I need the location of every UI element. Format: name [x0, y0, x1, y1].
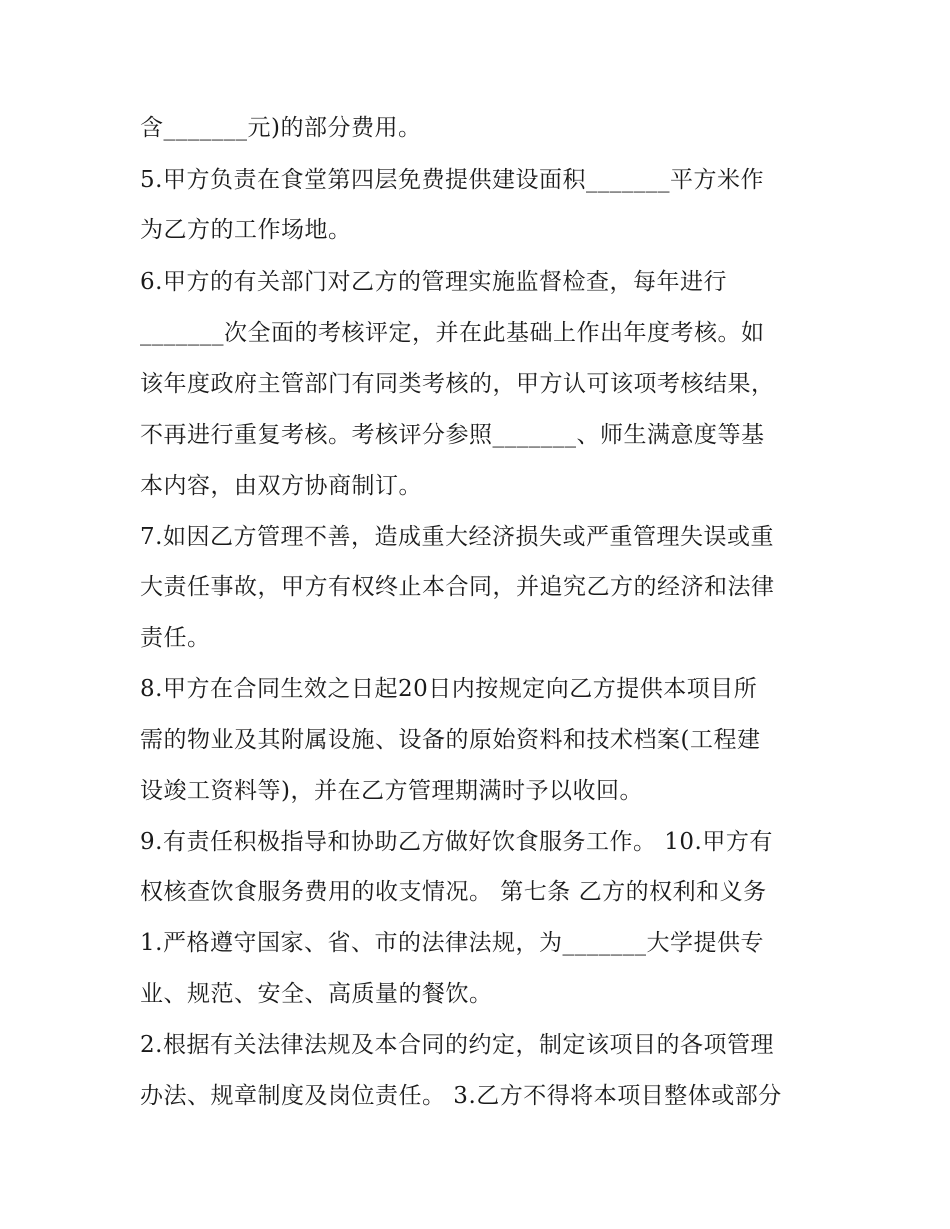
text-line: 7.如因乙方管理不善，造成重大经济损失或严重管理失误或重	[140, 524, 774, 550]
text-line: 1.严格遵守国家、省、市的法律法规，为_______大学提供专	[140, 930, 764, 956]
text-line: 8.甲方在合同生效之日起20日内按规定向乙方提供本项目所	[140, 676, 758, 702]
text-line: 责任。	[140, 625, 211, 651]
text-line: 权核查饮食服务费用的收支情况。 第七条 乙方的权利和义务	[140, 879, 767, 905]
text-line: 5.甲方负责在食堂第四层免费提供建设面积_______平方米作	[140, 167, 764, 193]
text-line: 业、规范、安全、高质量的餐饮。	[140, 981, 493, 1007]
text-line: 需的物业及其附属设施、设备的原始资料和技术档案(工程建	[140, 727, 761, 753]
text-line: _______次全面的考核评定，并在此基础上作出年度考核。如	[140, 320, 765, 346]
text-line: 9.有责任积极指导和协助乙方做好饮食服务工作。 10.甲方有	[140, 829, 773, 855]
text-line: 6.甲方的有关部门对乙方的管理实施监督检查，每年进行	[140, 269, 727, 295]
text-line: 办法、规章制度及岗位责任。 3.乙方不得将本项目整体或部分	[140, 1083, 782, 1109]
text-line: 为乙方的工作场地。	[140, 217, 352, 243]
text-line: 设竣工资料等)，并在乙方管理期满时予以收回。	[140, 778, 643, 804]
text-line: 大责任事故，甲方有权终止本合同，并追究乙方的经济和法律	[140, 574, 775, 600]
text-line: 2.根据有关法律法规及本合同的约定，制定该项目的各项管理	[140, 1032, 774, 1058]
text-line: 含_______元)的部分费用。	[140, 115, 422, 141]
text-line: 不再进行重复考核。考核评分参照_______、师生满意度等基	[140, 422, 765, 448]
text-line: 该年度政府主管部门有同类考核的，甲方认可该项考核结果，	[140, 371, 775, 397]
text-line: 本内容，由双方协商制订。	[140, 473, 422, 499]
